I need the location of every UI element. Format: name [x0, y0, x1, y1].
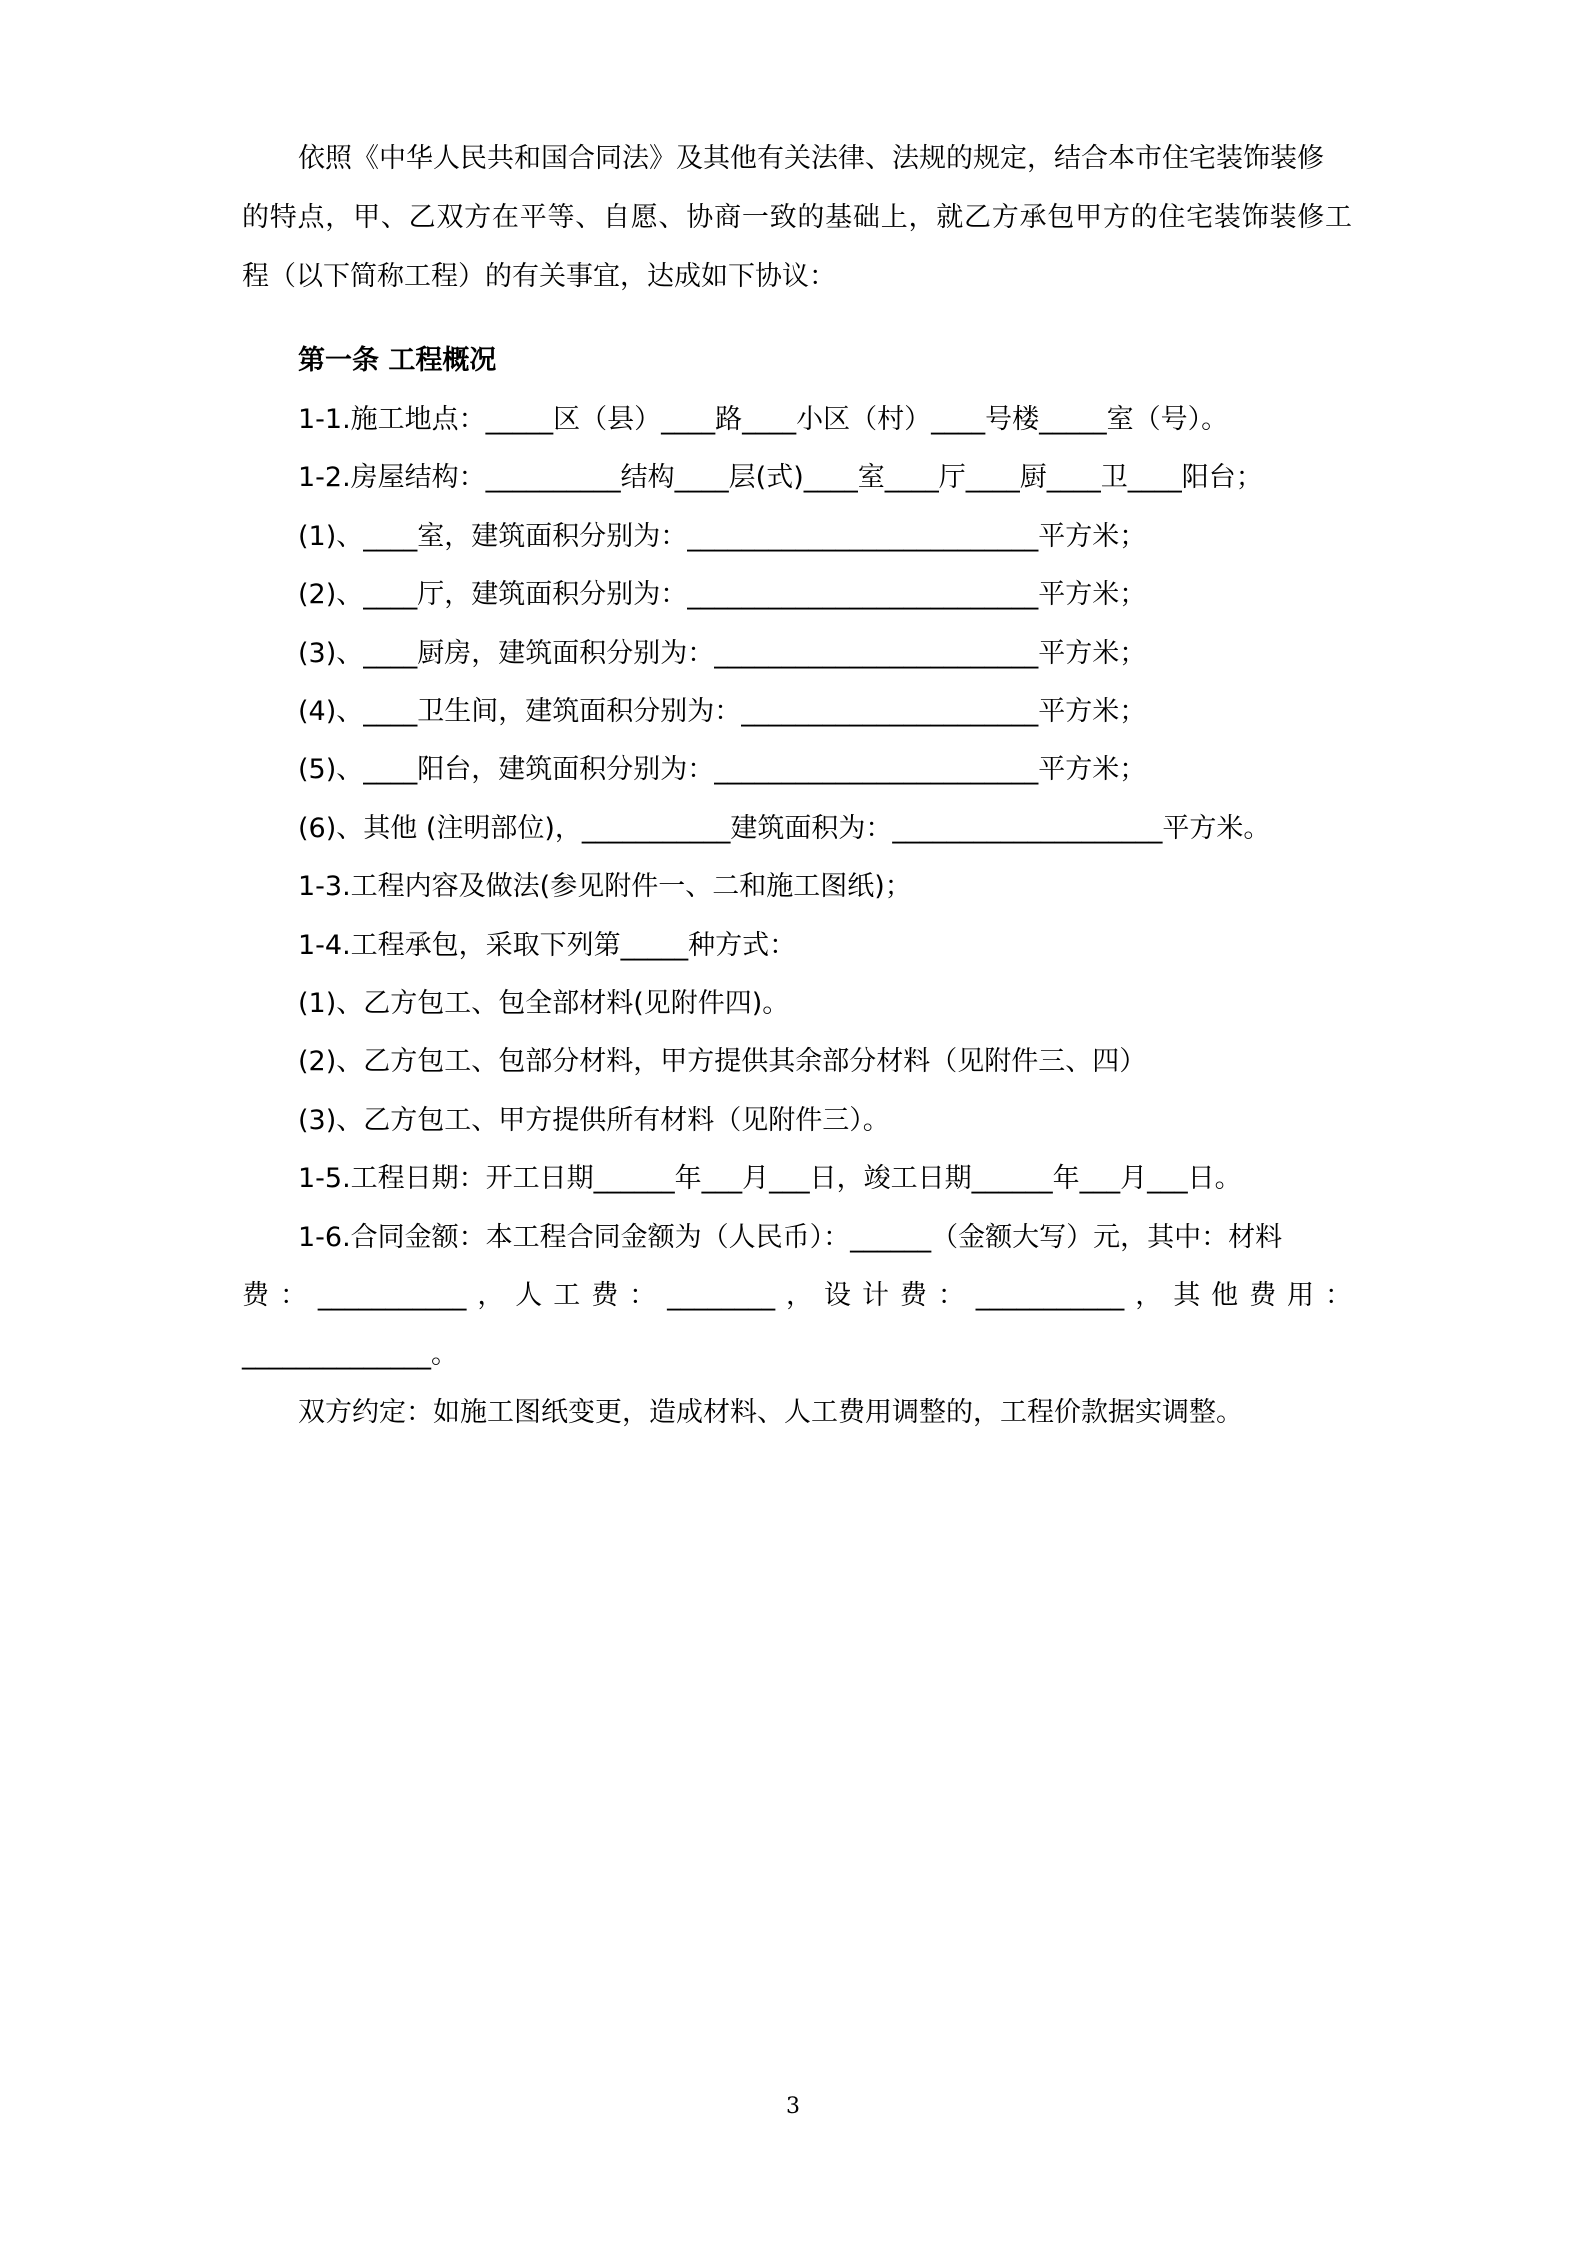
agreement-clause: 双方约定：如施工图纸变更，造成材料、人工费用调整的，工程价款据实调整。	[298, 1397, 1243, 1428]
section-title: 第一条 工程概况	[298, 345, 497, 376]
intro-line-3: 程（以下简称工程）的有关事宜，达成如下协议：	[242, 261, 836, 292]
item-1-6-amount-line-1: 1-6.合同金额：本工程合同金额为（人民币）：______（金额大写）元，其中：材料	[298, 1222, 1283, 1253]
sub-item-kitchen: (3)、____厨房，建筑面积分别为：________________________平方米；	[298, 638, 1147, 669]
option-1: (1)、乙方包工、包全部材料(见附件四)。	[298, 988, 790, 1019]
sub-item-halls: (2)、____厅，建筑面积分别为：__________________________平方米；	[298, 579, 1147, 610]
item-1-4-contracting: 1-4.工程承包，采取下列第_____种方式：	[298, 930, 797, 961]
item-1-5-dates: 1-5.工程日期：开工日期______年___月___日，竣工日期______年___月___日。	[298, 1163, 1242, 1194]
intro-line-2: 的特点，甲、乙双方在平等、自愿、协商一致的基础上，就乙方承包甲方的住宅装饰装修工	[242, 202, 1352, 233]
sub-item-bathroom: (4)、____卫生间，建筑面积分别为：______________________平方米；	[298, 696, 1147, 727]
option-2: (2)、乙方包工、包部分材料，甲方提供其余部分材料（见附件三、四）	[298, 1046, 1147, 1077]
intro-line-1: 依照《中华人民共和国合同法》及其他有关法律、法规的规定，结合本市住宅装饰装修	[298, 143, 1324, 174]
page-number: 3	[786, 2094, 800, 2119]
sub-item-other: (6)、其他 (注明部位)，___________建筑面积为：____________________平方米。	[298, 813, 1271, 844]
sub-item-balcony: (5)、____阳台，建筑面积分别为：________________________平方米；	[298, 754, 1147, 785]
sub-item-rooms: (1)、____室，建筑面积分别为：__________________________平方米；	[298, 521, 1147, 552]
item-1-6-amount-line-2: 费：___________，人工费：________，设计费：___________，其他费用：	[242, 1280, 1352, 1311]
item-1-2-structure: 1-2.房屋结构：__________结构____层(式)____室____厅____厨____卫____阳台；	[298, 462, 1263, 493]
item-1-6-amount-line-3: ______________。	[242, 1339, 458, 1370]
item-1-3-content: 1-3.工程内容及做法(参见附件一、二和施工图纸)；	[298, 871, 912, 902]
item-1-1-site: 1-1.施工地点：_____区（县）____路____小区（村）____号楼_____室（号）。	[298, 404, 1229, 435]
option-3: (3)、乙方包工、甲方提供所有材料（见附件三）。	[298, 1105, 890, 1136]
